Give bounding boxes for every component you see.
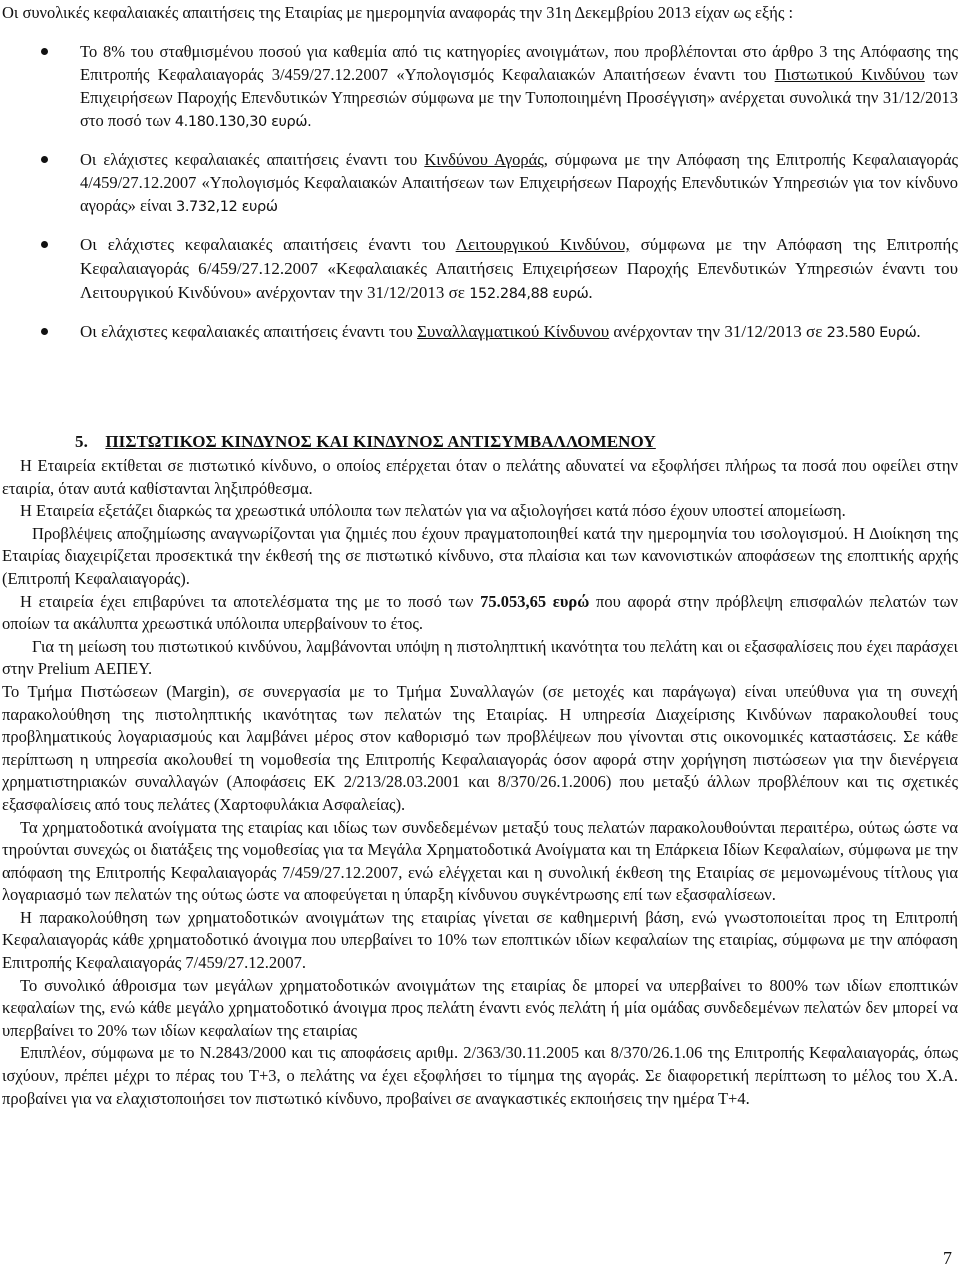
item-text: Οι ελάχιστες κεφαλαιακές απαιτήσεις έναντι του — [80, 322, 417, 341]
amount-value: 23.580 Ευρώ — [826, 325, 917, 341]
paragraph-text-continued: που αφορά στην πρόβλεψη επισφαλών πελατών των οποίων τα ακάλυπτα χρεωστικά υπόλοιπα υπερβαίνουν το έτος. — [2, 591, 958, 634]
section-body — [2, 455, 958, 1110]
underlined-term: Κινδύνου Αγοράς — [424, 150, 544, 169]
item-text-continued: σύμφωνα με την Απόφαση της Επιτροπής Κεφαλαιαγοράς 6/459/27.12.2007 «Κεφαλαιακές Απαιτήσεις Επιχειρήσεων Παροχής Επενδυτικών Υπηρεσιών έναντι του Λειτουργικού Κινδύνου» ανέρχονταν την 31/12/2013 σε — [80, 235, 958, 302]
paragraph: Για τη μείωση του πιστωτικού κινδύνου, λαμβάνονται υπόψη η πιστοληπτική ικανότητα του πελάτη και οι εξασφαλίσεις που έχει παράσχει στην Prelium ΑΕΠΕΥ. — [2, 636, 958, 679]
paragraph: Το Τμήμα Πιστώσεων (Margin), σε συνεργασία με το Τμήμα Συναλλαγών (σε μετοχές και παράγωγα) είναι υπεύθυνα για τη συνεχή παρακολούθηση της πιστοληπτικής ικανότητας των πελατών της Εταιρίας. Η υπηρεσία Διαχείρισης Κινδύνων παρακολουθεί τους προβληματικούς λογαριασμούς και λαμβάνει μέρος στον καθορισμό των προβλέψεων που γίνονται στις οικονομικές καταστάσεις. Σε κάθε περίπτωση η υπηρεσία ακολουθεί τη νομοθεσία της Επιτροπής Κεφαλαιαγοράς όσον αφορά στην χορήγηση πιστώσεων για την διενέργεια χρηματιστηριακών συναλλαγών (Αποφάσεις ΕΚ 2/213/28.03.2001 και 8/370/26.1.2006) που μεταξύ άλλων προβλέπουν και τις σχετικές εξασφαλίσεις από τους πελάτες (Χαρτοφυλάκια Ασφαλείας). — [2, 681, 958, 814]
paragraph: Η Εταιρεία εκτίθεται σε πιστωτικό κίνδυνο, ο οποίος επέρχεται όταν ο πελάτης αδυνατεί να εξοφλήσει πλήρως τα ποσά που οφείλει στην εταιρία, όταν αυτά καθίστανται ληξιπρόθεσμα. — [2, 456, 958, 498]
item-tail: . — [588, 283, 593, 302]
paragraph: Προβλέψεις αποζημίωσης αναγνωρίζονται για ζημιές που έχουν πραγματοποιηθεί κατά την ημερομηνία του ισολογισμού. Η Διοίκηση της Εταιρίας διαχειρίζεται προσεκτικά την έκθεσή της σε πιστωτικό κίνδυνο, στα πλαίσια και των κανονιστικών αποφάσεων της εποπτικής αρχής (Επιτροπή Κεφαλαιαγοράς). — [2, 523, 958, 588]
list-item — [0, 40, 958, 134]
bullet-icon — [41, 156, 48, 163]
bullet-icon — [41, 241, 48, 248]
paragraph: Το συνολικό άθροισμα των μεγάλων χρηματοδοτικών ανοιγμάτων της εταιρίας δε μπορεί να υπερβαίνει το 800% των ιδίων εποπτικών κεφαλαίων της, ενώ κάθε μεγάλο χρηματοδοτικό άνοιγμα προς πελάτη έναντι ενός πελάτη ή μία ομάδας συνδεδεμένων πελατών δεν μπορεί να υπερβαίνει το 20% των ιδίων κεφαλαίων της εταιρίας — [2, 975, 958, 1040]
provision-amount: 75.053,65 ευρώ — [480, 591, 590, 611]
item-text: Οι ελάχιστες κεφαλαιακές απαιτήσεις έναντι του — [80, 150, 425, 169]
underlined-term: Πιστωτικού Κινδύνου — [774, 65, 925, 84]
underlined-term: Λειτουργικού Κινδύνου, — [455, 235, 630, 254]
paragraph: Η παρακολούθηση των χρηματοδοτικών ανοιγμάτων της εταιρίας γίνεται σε καθημερινή βάση, ενώ γνωστοποιείται προς τη Επιτροπή Κεφαλαιαγοράς κάθε χρηματοδοτικό άνοιγμα που υπερβαίνει το 10% των εποπτικών ιδίων κεφαλαίων της εταιρίας, σύμφωνα με την απόφαση Επιτροπής Κεφαλαιαγοράς 7/459/27.12.2007. — [2, 907, 958, 973]
item-text: Το 8% του σταθμισμένου ποσού για καθεμία από τις κατηγορίες ανοιγμάτων, που προβλέπονται στο άρθρο 3 της Απόφασης της Επιτροπής Κεφαλαιαγοράς 3/459/27.12.2007 «Υπολογισμός Κεφαλαιακών Απαιτήσεων έναντι του — [80, 42, 958, 84]
section-heading — [75, 432, 656, 452]
paragraph: Η Εταιρεία εξετάζει διαρκώς τα χρεωστικά υπόλοιπα των πελατών για να αξιολογήσει κατά πόσο έχουν υποστεί απομείωση. — [20, 501, 846, 521]
item-text: Οι ελάχιστες κεφαλαιακές απαιτήσεις έναντι του — [80, 235, 456, 254]
list-item — [0, 148, 958, 219]
bullet-icon — [41, 328, 48, 335]
capital-requirements-list — [0, 40, 958, 345]
page-number: 7 — [943, 1248, 952, 1268]
underlined-term: Συναλλαγματικού Κίνδυνου — [417, 322, 610, 341]
intro-text: Οι συνολικές κεφαλαιακές απαιτήσεις της Εταιρίας με ημερομηνία αναφοράς την 31η Δεκεμβρίου 2013 είχαν ως εξής : — [2, 3, 794, 22]
amount-value: 3.732,12 ευρώ — [176, 199, 278, 215]
section-number: 5. — [75, 432, 88, 451]
paragraph: Επιπλέον, σύμφωνα με το Ν.2843/2000 και τις αποφάσεις αριθμ. 2/363/30.11.2005 και 8/370/26.1.06 της Επιτροπής Κεφαλαιαγοράς, όπως ισχύουν, πρέπει μέχρι το πέρας του Τ+3, ο πελάτης να έχει εξοφλήσει το τίμημα της αγοράς. Σε διαφορετική περίπτωση το μέλος του Χ.Α. προβαίνει για να ελαχιστοποιήσει τον πιστωτικό κίνδυνο, προβαίνει σε αναγκαστικές εκποιήσεις την ημέρα Τ+4. — [2, 1043, 958, 1108]
item-text-continued: , σύμφωνα με την Απόφαση της Επιτροπής Κεφαλαιαγοράς 4/459/27.12.2007 «Υπολογισμός Κεφαλαιακών Απαιτήσεων των Επιχειρήσεων Παροχής Επενδυτικών Υπηρεσιών για τον κίνδυνο αγοράς» είναι — [80, 150, 958, 215]
item-text-continued: ανέρχονταν την 31/12/2013 σε — [609, 322, 827, 341]
bullet-icon — [41, 48, 48, 55]
paragraph: Τα χρηματοδοτικά ανοίγματα της εταιρίας και ιδίως των συνδεδεμένων μεταξύ τους πελατών παρακολουθούνται περαιτέρω, ούτως ώστε να τηρούνται συνεχώς οι διατάξεις της νομοθεσίας για τα Μεγάλα Χρηματοδοτικά Ανοίγματα και τη Επάρκεια Ιδίων Κεφαλαίων, σύμφωνα με την απόφαση της Επιτροπής Κεφαλαιαγοράς 7/459/27.12.2007, ενώ ελέγχεται και η συνολική έκθεση της Εταιρίας σε μεμονωμένους τίτλους για λογαριασμό των πελατών της ούτως ώστε να αποφεύγεται η ύπαρξη κίνδυνου συγκέντρωσης επί των εξασφαλίσεων. — [2, 817, 958, 905]
list-item — [0, 233, 958, 306]
item-text-continued: των Επιχειρήσεων Παροχής Επενδυτικών Υπηρεσιών σύμφωνα με την Τυποποιημένη Προσέγγιση» ανέρχεται συνολικά την 31/12/2013 στο ποσό των — [80, 65, 958, 130]
amount-value: 4.180.130,30 ευρώ. — [174, 114, 312, 130]
list-item — [0, 320, 958, 345]
paragraph — [2, 591, 958, 636]
amount-value: 152.284,88 ευρώ — [469, 286, 589, 302]
paragraph-text: Η εταιρεία έχει επιβαρύνει τα αποτελέσματα της με το ποσό των — [20, 591, 481, 611]
section-title: ΠΙΣΤΩΤΙΚΟΣ ΚΙΝΔΥΝΟΣ ΚΑΙ ΚΙΝΔΥΝΟΣ ΑΝΤΙΣΥΜΒΑΛΛΟΜΕΝΟΥ — [105, 432, 656, 451]
item-tail: . — [916, 322, 921, 341]
